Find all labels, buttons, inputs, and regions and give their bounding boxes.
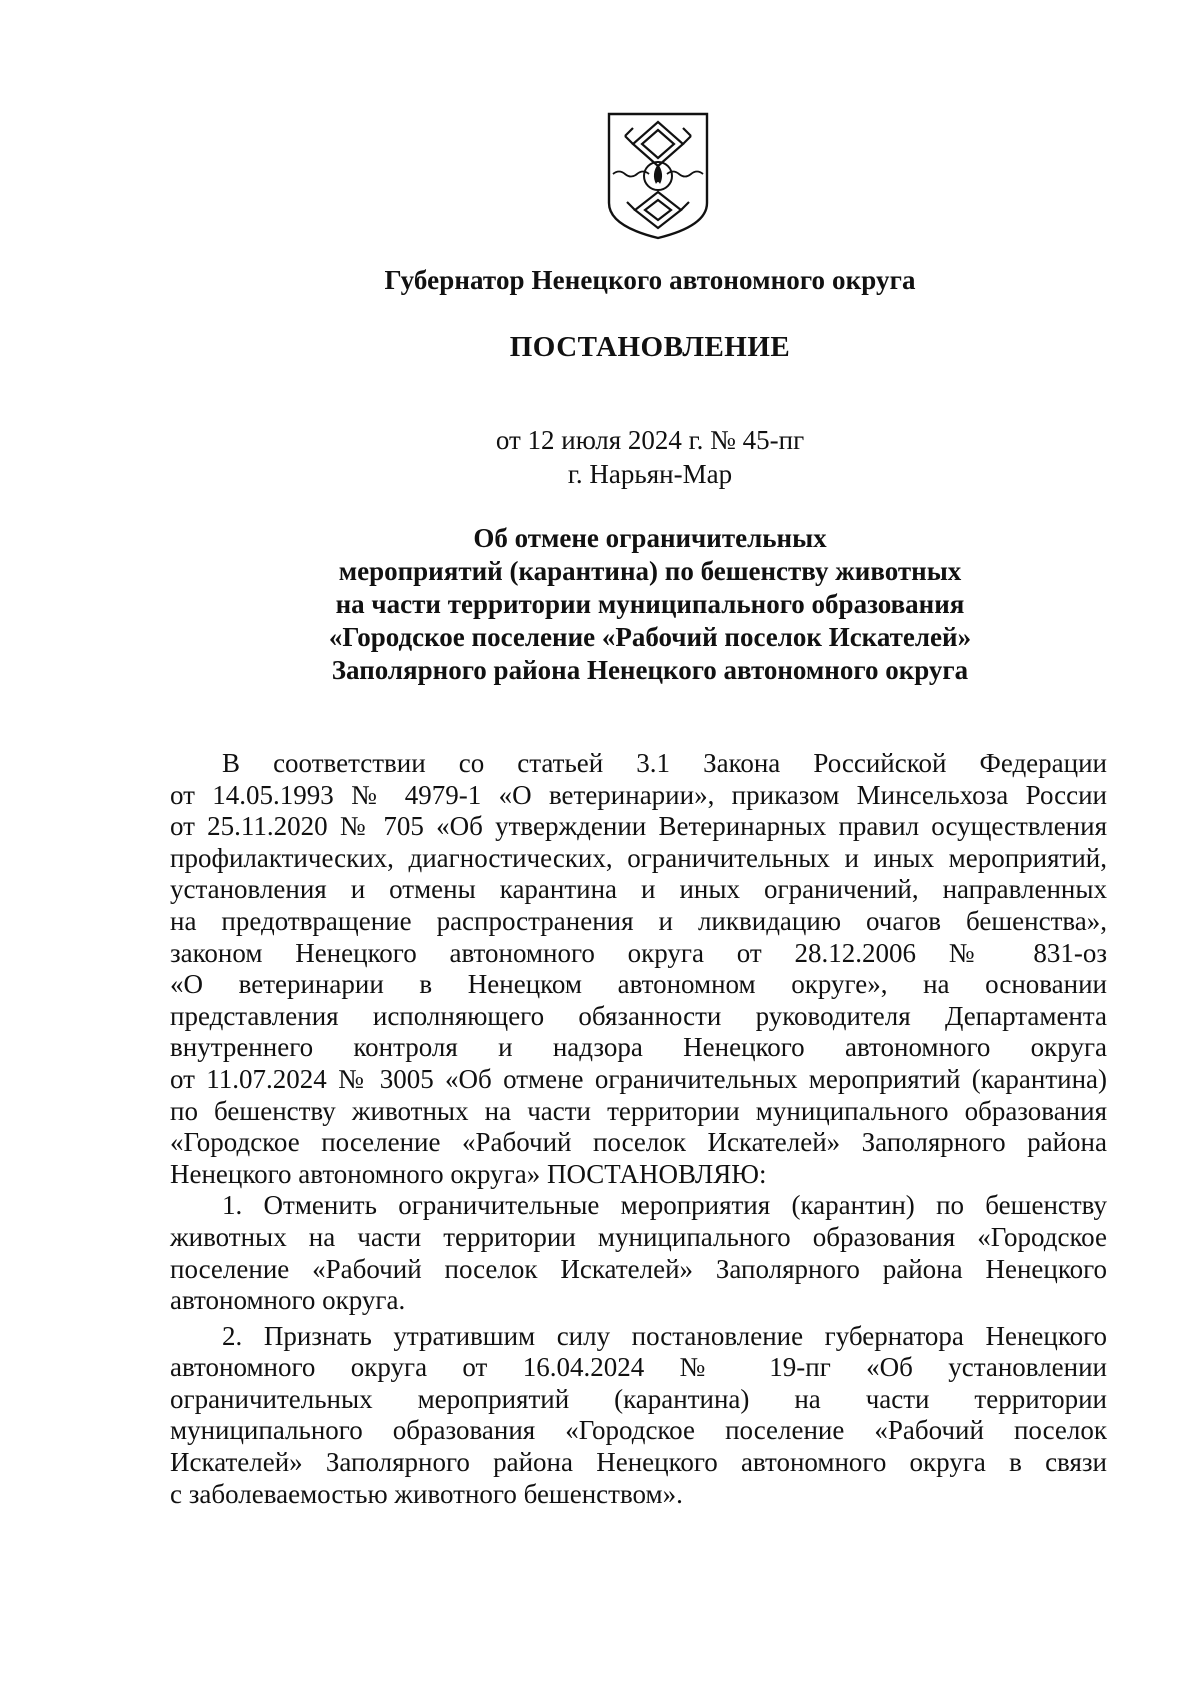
document-title (0, 522, 1200, 687)
item-2-line: Искателей» Заполярного района Ненецкого автономного округа в связи (170, 1447, 1107, 1478)
preamble-line: законом Ненецкого автономного округа от 28.12.2006 № 831-оз (170, 937, 1107, 968)
item-2-line: муниципального образования «Городское поселение «Рабочий поселок (170, 1415, 1107, 1446)
preamble-line: представления исполняющего обязанности руководителя Департамента (170, 1000, 1107, 1031)
item-2-line: ограничительных мероприятий (карантина) на части территории (170, 1383, 1107, 1414)
preamble-line: на предотвращение распространения и ликвидацию очагов бешенства», (170, 905, 1107, 936)
preamble-line: от 25.11.2020 № 705 «Об утверждении Ветеринарных правил осуществления (170, 811, 1107, 842)
preamble-line: от 11.07.2024 № 3005 «Об отмене ограничительных мероприятий (карантина) (170, 1063, 1107, 1094)
item-1-line: животных на части территории муниципального образования «Городское (170, 1221, 1107, 1252)
title-line: мероприятий (карантина) по бешенству животных (338, 556, 962, 586)
title-line: Заполярного района Ненецкого автономного округа (331, 655, 969, 685)
title-line: на части территории муниципального образования (335, 589, 965, 619)
issuing-authority: Губернатор Ненецкого автономного округа (384, 265, 916, 295)
coat-of-arms-icon (603, 108, 713, 243)
preamble-line: Ненецкого автономного округа» ПОСТАНОВЛЯЮ: (170, 1158, 767, 1189)
preamble-line: от 14.05.1993 № 4979-1 «О ветеринарии», приказом Минсельхоза России (170, 779, 1107, 810)
preamble-line: профилактических, диагностических, ограничительных и иных мероприятий, (170, 842, 1107, 873)
item-1-line: поселение «Рабочий поселок Искателей» Заполярного района Ненецкого (170, 1253, 1107, 1284)
title-line: «Городское поселение «Рабочий поселок Искателей» (328, 622, 972, 652)
preamble-line: внутреннего контроля и надзора Ненецкого автономного округа (170, 1032, 1107, 1063)
item-2-line: с заболеваемостью животного бешенством». (170, 1478, 683, 1509)
preamble-line: «О ветеринарии в Ненецком автономном округе», на основании (170, 969, 1107, 1000)
preamble-line: по бешенству животных на части территории муниципального образования (170, 1095, 1107, 1126)
item-1-line: 1. Отменить ограничительные мероприятия (карантин) по бешенству (222, 1190, 1107, 1221)
item-1-line: автономного округа. (170, 1285, 406, 1316)
preamble-line: В соответствии со статьей 3.1 Закона Российской Федерации (222, 748, 1107, 778)
title-line: Об отмене ограничительных (473, 523, 827, 553)
preamble-line: «Городское поселение «Рабочий поселок Искателей» Заполярного района (170, 1127, 1107, 1158)
document-meta (0, 423, 1200, 491)
document-type-heading: ПОСТАНОВЛЕНИЕ (509, 331, 791, 363)
item-2-line: автономного округа от 16.04.2024 № 19-пг «Об установлении (170, 1352, 1107, 1383)
item-2-line: 2. Признать утратившим силу постановление губернатора Ненецкого (222, 1320, 1107, 1351)
document-place: г. Нарьян-Мар (567, 459, 733, 489)
document-date-number: от 12 июля 2024 г. № 45-пг (495, 425, 805, 455)
document-body (170, 748, 1107, 1510)
preamble-line: установления и отмены карантина и иных ограничений, направленных (170, 874, 1107, 905)
